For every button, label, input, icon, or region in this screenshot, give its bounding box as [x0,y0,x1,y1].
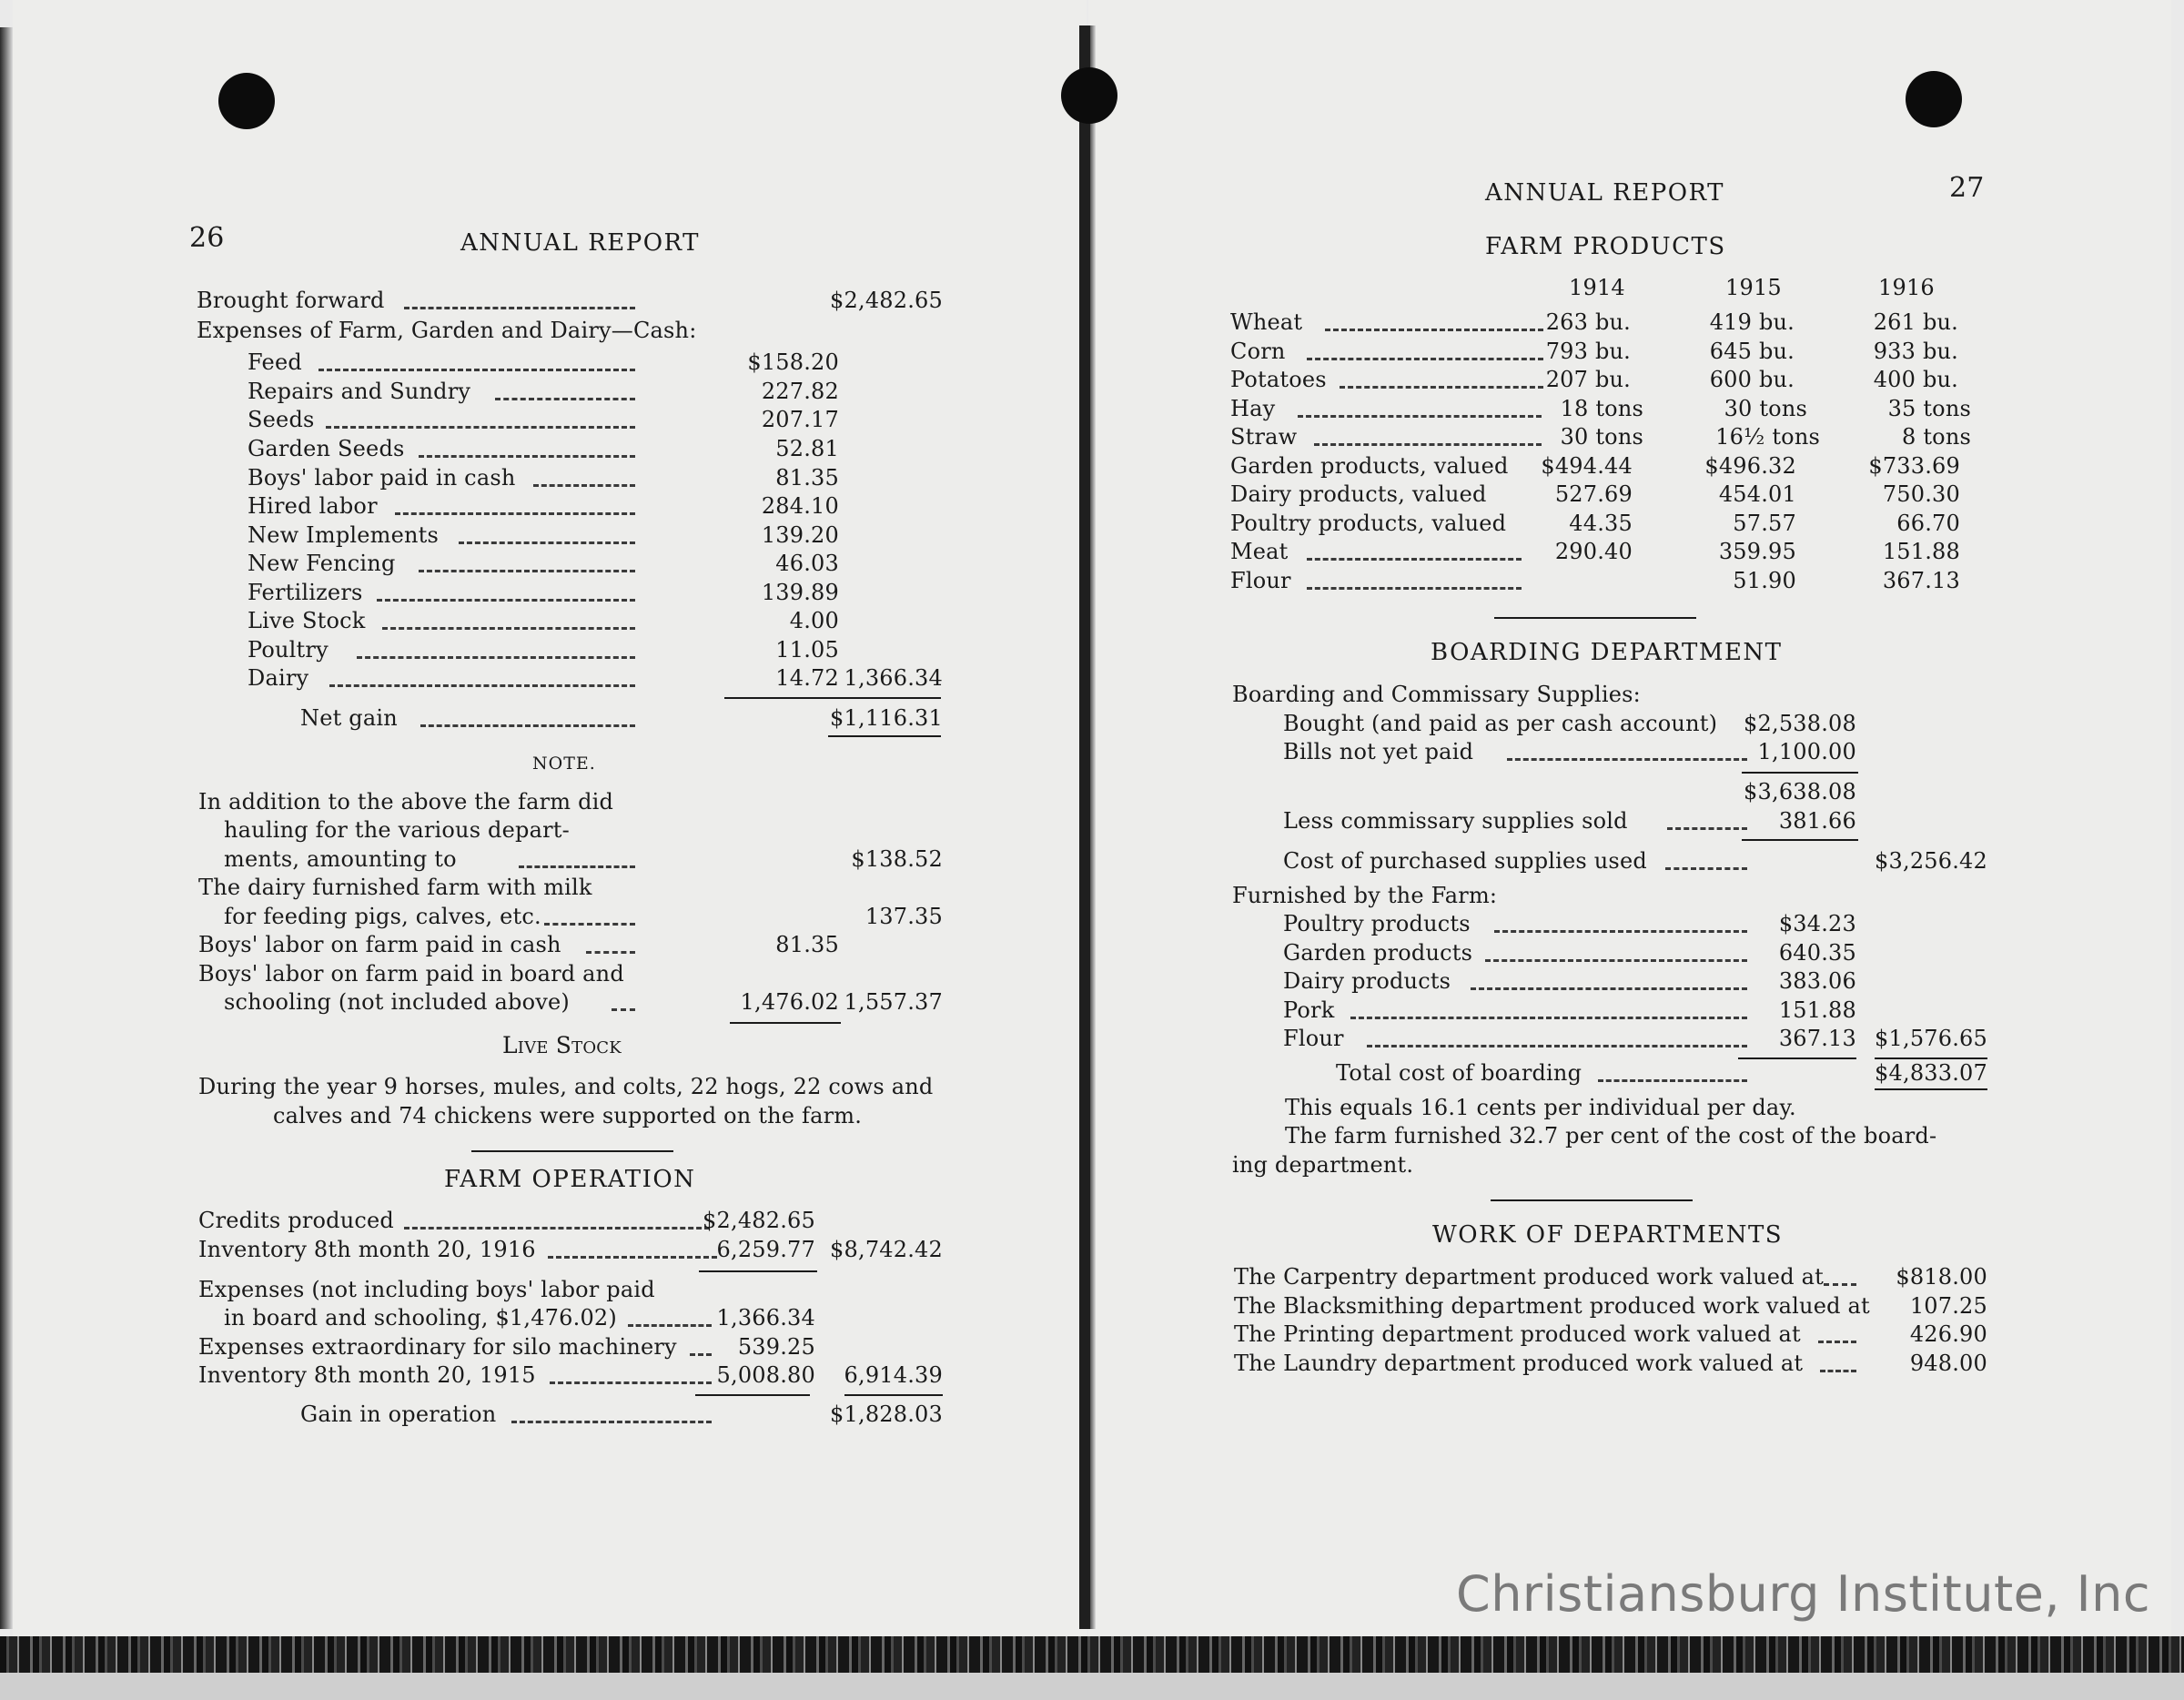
livestock-text: During the year 9 horses, mules, and colts, 22 hogs, 22 cows and [198,1074,934,1099]
product-1915: 359.95 [1718,539,1796,564]
furnished-label: Garden products [1283,940,1473,966]
furnished-amount: 383.06 [1778,968,1856,994]
product-1916: 66.70 [1896,511,1960,536]
leader-dots [382,627,635,630]
livestock-heading: Live Stock [502,1032,622,1058]
page-header-right: ANNUAL REPORT [1485,179,1725,207]
page-number-left: 26 [189,222,225,254]
punch-hole-center [1061,67,1117,124]
supplies-heading: Boarding and Commissary Supplies: [1232,682,1641,707]
work-amount: 426.90 [1909,1321,1987,1347]
leader-dots [495,398,635,400]
leader-dots [459,541,635,544]
expense-label: Feed [248,349,302,375]
expense-label: New Fencing [248,551,396,576]
product-1916: 933 bu. [1873,339,1958,364]
bills-amount: 1,100.00 [1757,739,1856,764]
note-total: 137.35 [864,904,943,929]
extraordinary-amount: 539.25 [737,1334,815,1360]
product-label: Garden products, valued [1230,453,1509,479]
leader-dots [1824,1283,1856,1286]
page-header-left: ANNUAL REPORT [460,229,701,257]
sum-rule [699,1270,817,1272]
debits-total: 6,914.39 [844,1362,943,1388]
note-line: ments, amounting to [224,846,457,872]
leader-dots [1485,959,1747,962]
furnished-label: Pork [1283,997,1335,1023]
product-label: Wheat [1230,309,1303,335]
note-total: $138.52 [851,846,943,872]
cost-total: $3,256.42 [1875,848,1987,874]
sum-rule [695,1394,810,1396]
product-label: Hay [1230,396,1276,421]
expense-amount: 139.20 [761,522,839,548]
note-line: hauling for the various depart- [224,817,570,843]
product-label: Corn [1230,339,1286,364]
note-line: for feeding pigs, calves, etc. [224,904,541,929]
expense-label: Seeds [248,407,315,432]
expense-label: Poultry [248,637,329,663]
furnished-heading: Furnished by the Farm: [1232,883,1498,908]
leader-dots [1307,587,1522,590]
expense-amount: 284.10 [761,493,839,519]
section-divider [1494,617,1696,619]
product-1916: 400 bu. [1873,367,1958,392]
expense-amount: 14.72 [775,665,839,691]
work-amount: 107.25 [1909,1293,1987,1319]
bills-label: Bills not yet paid [1283,739,1474,764]
work-heading: WORK OF DEPARTMENTS [1432,1221,1784,1249]
total-rule [1875,1088,1987,1090]
furnished-amount: 640.35 [1778,940,1856,966]
supplies-subtotal: $3,638.08 [1744,779,1856,804]
product-1916: 367.13 [1882,568,1960,593]
product-1916: 8 tons [1902,424,1971,450]
product-label: Straw [1230,424,1298,450]
credits-label: Credits produced [198,1208,394,1233]
product-1915: 600 bu. [1709,367,1795,392]
expense-amount: 52.81 [775,436,839,461]
expenses-total: 1,366.34 [844,665,943,691]
leader-dots [533,484,635,487]
gain-total: $1,828.03 [830,1401,943,1427]
leader-dots [357,656,635,659]
furnished-label: Poultry products [1283,911,1471,936]
product-1916: $733.69 [1868,453,1960,479]
brought-forward-label: Brought forward [197,288,385,313]
livestock-text: calves and 74 chickens were supported on the farm. [273,1103,863,1128]
expense-label: Hired labor [248,493,378,519]
expense-amount: 11.05 [775,637,839,663]
leader-dots [318,369,635,371]
leader-dots [544,923,635,926]
expense-label: New Implements [248,522,440,548]
brought-forward-total: $2,482.65 [830,288,943,313]
expenses-amount: 1,366.34 [716,1305,815,1331]
leader-dots [1665,867,1747,870]
product-label: Potatoes [1230,367,1327,392]
bought-amount: $2,538.08 [1744,711,1856,736]
product-1915: $496.32 [1704,453,1796,479]
work-label: The Printing department produced work valued at [1234,1321,1801,1347]
leader-dots [612,1008,635,1011]
furnished-amount: 151.88 [1778,997,1856,1023]
work-label: The Blacksmithing department produced work valued at [1234,1293,1870,1319]
expense-label: Garden Seeds [248,436,405,461]
leader-dots [1818,1341,1856,1343]
leader-dots [1820,1370,1856,1372]
furnished-label: Dairy products [1283,968,1451,994]
note-line: The dairy furnished farm with milk [198,875,592,900]
note-total: 1,557.37 [844,989,943,1015]
inventory-1915-amount: 5,008.80 [716,1362,815,1388]
expense-amount: 227.82 [761,379,839,404]
expense-label: Repairs and Sundry [248,379,471,404]
punch-hole-right [1906,71,1962,127]
page-number-right: 27 [1949,172,1985,204]
product-label: Meat [1230,539,1289,564]
note-line: Boys' labor on farm paid in cash [198,932,561,957]
product-1915: 454.01 [1718,481,1796,507]
boarding-text: The farm furnished 32.7 per cent of the cost of the board- [1285,1123,1937,1149]
net-gain-label: Net gain [300,705,398,731]
total-rule [828,735,941,737]
product-1914: 30 tons [1560,424,1643,450]
leader-dots [1507,758,1747,761]
expenses-line: in board and schooling, $1,476.02) [224,1305,617,1331]
product-1916: 151.88 [1882,539,1960,564]
note-line: schooling (not included above) [224,989,570,1015]
furnished-amount: 367.13 [1778,1026,1856,1051]
leader-dots [1367,1045,1747,1047]
extraordinary-label: Expenses extraordinary for silo machinery [198,1334,677,1360]
year-header: 1916 [1878,275,1935,300]
sum-rule [1742,772,1858,774]
product-1914: 793 bu. [1545,339,1631,364]
product-1915: 419 bu. [1709,309,1795,335]
expenses-line: Expenses (not including boys' labor paid [198,1277,655,1302]
leader-dots [519,865,635,868]
product-label: Poultry products, valued [1230,511,1507,536]
spine-shadow [1090,25,1096,1629]
boarding-text: This equals 16.1 cents per individual per day. [1285,1095,1796,1120]
furnished-label: Flour [1283,1026,1344,1051]
farm-products-heading: FARM PRODUCTS [1485,233,1726,260]
product-1915: 645 bu. [1709,339,1795,364]
boarding-text: ing department. [1232,1152,1414,1178]
leader-dots [395,512,635,515]
work-amount: $818.00 [1896,1264,1987,1290]
section-divider [1491,1199,1693,1201]
punch-hole-left [218,73,275,129]
note-amount: 81.35 [775,932,839,957]
sum-rule [1738,1057,1856,1059]
scan-bottom-margin [0,1673,2184,1700]
farm-operation-heading: FARM OPERATION [444,1166,696,1193]
expense-label: Dairy [248,665,309,691]
product-1916: 750.30 [1882,481,1960,507]
product-label: Dairy products, valued [1230,481,1487,507]
leader-dots [419,455,635,458]
product-1915: 16½ tons [1715,424,1820,450]
furnished-amount: $34.23 [1778,911,1856,936]
leader-dots [419,570,635,572]
total-boarding-amount: $4,833.07 [1875,1060,1987,1086]
note-amount: 1,476.02 [740,989,839,1015]
product-1914: 290.40 [1554,539,1633,564]
credits-total: $8,742.42 [830,1237,943,1262]
work-amount: 948.00 [1909,1351,1987,1376]
product-1914: 263 bu. [1545,309,1631,335]
product-1915: 57.57 [1733,511,1796,536]
product-1915: 30 tons [1724,396,1807,421]
sum-rule [730,1022,841,1024]
leader-dots [1471,987,1747,990]
product-label: Flour [1230,568,1291,593]
leader-dots [404,1227,710,1229]
leader-dots [420,724,635,727]
leader-dots [377,599,635,602]
sum-rule [1742,839,1858,841]
leader-dots [586,951,635,954]
less-label: Less commissary supplies sold [1283,808,1628,834]
product-1914: $494.44 [1541,453,1633,479]
note-line: Boys' labor on farm paid in board and [198,961,624,987]
year-header: 1915 [1725,275,1782,300]
bought-label: Bought (and paid as per cash account) [1283,711,1718,736]
credits-amount: $2,482.65 [703,1208,815,1233]
work-label: The Carpentry department produced work valued at [1234,1264,1824,1290]
sum-rule [724,697,941,699]
leader-dots [404,307,635,309]
inventory-1915-label: Inventory 8th month 20, 1915 [198,1362,536,1388]
year-header: 1914 [1569,275,1625,300]
expense-amount: 46.03 [775,551,839,576]
expense-amount: 4.00 [789,608,839,633]
expense-label: Boys' labor paid in cash [248,465,516,491]
expense-label: Fertilizers [248,580,363,605]
expense-label: Live Stock [248,608,366,633]
expense-amount: 139.89 [761,580,839,605]
book-spine [1079,25,1090,1629]
watermark: Christiansburg Institute, Inc [1456,1565,2151,1623]
leader-dots [1350,1017,1747,1019]
inventory-1916-amount: 6,259.77 [716,1237,815,1262]
less-amount: 381.66 [1778,808,1856,834]
section-divider [471,1150,673,1152]
product-1914: 44.35 [1569,511,1633,536]
leader-dots [329,684,635,687]
page-edge-shadow [0,27,13,1629]
leader-dots [511,1421,712,1423]
inventory-1916-label: Inventory 8th month 20, 1916 [198,1237,536,1262]
product-1914: 527.69 [1554,481,1633,507]
product-1916: 261 bu. [1873,309,1958,335]
product-1914: 207 bu. [1545,367,1631,392]
product-1915: 51.90 [1733,568,1796,593]
gain-label: Gain in operation [300,1401,497,1427]
expense-amount: 207.17 [761,407,839,432]
leader-dots [1598,1079,1747,1082]
expenses-heading: Expenses of Farm, Garden and Dairy—Cash: [197,318,697,343]
work-label: The Laundry department produced work valued at [1234,1351,1804,1376]
furnished-total: $1,576.65 [1875,1026,1987,1051]
expense-amount: $158.20 [747,349,839,375]
note-heading: NOTE. [532,754,596,774]
sum-rule [1875,1057,1987,1059]
total-boarding-label: Total cost of boarding [1336,1060,1582,1086]
leader-dots [326,426,635,429]
sum-rule [844,1394,943,1396]
product-1916: 35 tons [1887,396,1971,421]
cost-label: Cost of purchased supplies used [1283,848,1647,874]
boarding-heading: BOARDING DEPARTMENT [1431,639,1783,666]
product-1914: 18 tons [1560,396,1643,421]
net-gain-total: $1,116.31 [830,705,943,731]
note-line: In addition to the above the farm did [198,789,614,815]
expense-amount: 81.35 [775,465,839,491]
leader-dots [1494,930,1747,933]
